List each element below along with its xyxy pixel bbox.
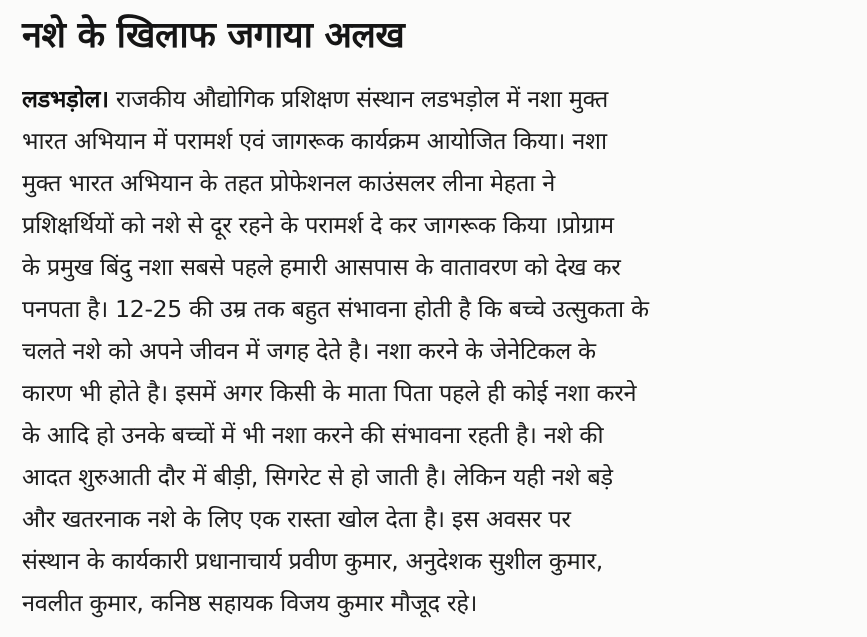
article-line: चलते नशे को अपने जीवन में जगह देते है। नशा करने के जेनेटिकल के — [22, 337, 596, 365]
article-body — [22, 78, 857, 624]
article-line: और खतरनाक नशे के लिए एक रास्ता खोल देता है। इस अवसर पर — [22, 505, 571, 533]
article-line: आदत शुरुआती दौर में बीड़ी, सिगरेट से हो जाती है। लेकिन यही नशे बड़े — [22, 463, 613, 491]
article-line-text: राजकीय औद्योगिक प्रशिक्षण संस्थान लडभड़ोल में नशा मुक्त — [108, 85, 608, 113]
article-line — [22, 78, 857, 120]
article-line: प्रशिक्षर्थियों को नशे से दूर रहने के परामर्श दे कर जागरूक किया ।प्रोग्राम — [22, 211, 614, 239]
headline: नशे के खिलाफ जगाया अलख — [22, 15, 405, 56]
dateline: लडभड़ोल। — [22, 85, 109, 113]
article-line: के प्रमुख बिंदु नशा सबसे पहले हमारी आसपास के वातावरण को देख कर — [22, 253, 621, 281]
article-line: पनपता है। 12-25 की उम्र तक बहुत संभावना होती है कि बच्चे उत्सुकता के — [22, 295, 649, 323]
article-line: मुक्त भारत अभियान के तहत प्रोफेशनल काउंसलर लीना मेहता ने — [22, 169, 556, 197]
article-line: भारत अभियान में परामर्श एवं जागरूक कार्यक्रम आयोजित किया। नशा — [22, 127, 607, 155]
article-line: नवलीत कुमार, कनिष्ठ सहायक विजय कुमार मौजूद रहे। — [22, 589, 478, 617]
article-line: के आदि हो उनके बच्चों में भी नशा करने की संभावना रहती है। नशे की — [22, 421, 604, 449]
article-line: कारण भी होते है। इसमें अगर किसी के माता पिता पहले ही कोई नशा करने — [22, 379, 637, 407]
article-line: संस्थान के कार्यकारी प्रधानाचार्य प्रवीण कुमार, अनुदेशक सुशील कुमार, — [22, 547, 603, 575]
